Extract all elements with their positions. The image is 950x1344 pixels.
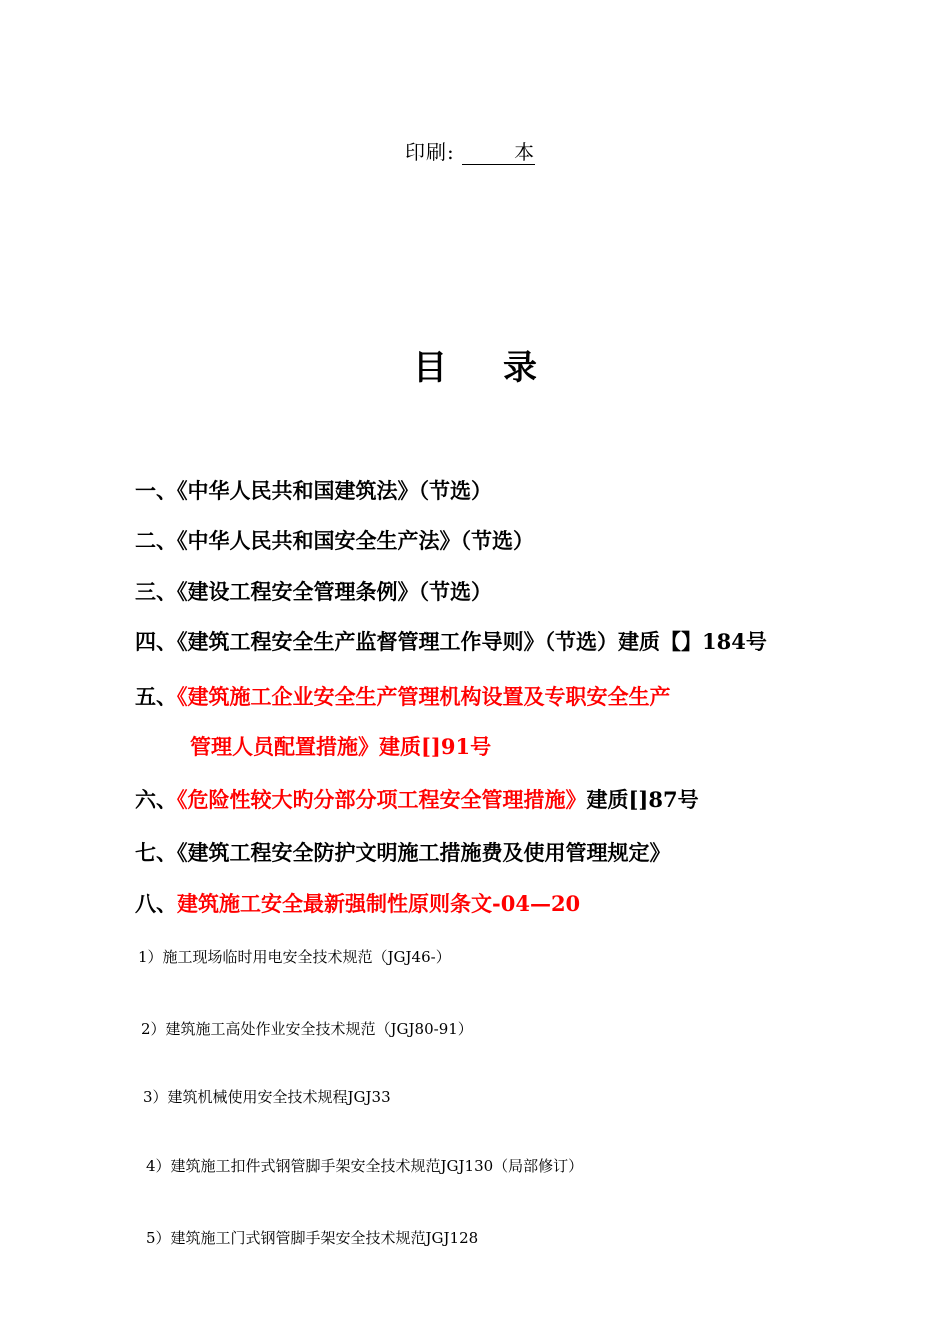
toc-title: 目录 bbox=[413, 348, 593, 388]
sub-item-5: 5）建筑施工门式钢管脚手架安全技术规范JGJ128 bbox=[146, 1229, 479, 1247]
sub-item-3: 3）建筑机械使用安全技术规程JGJ33 bbox=[143, 1088, 391, 1106]
toc-item-1: 一、《中华人民共和国建筑法》（节选） bbox=[135, 478, 492, 503]
toc-item-3: 三、《建设工程安全管理条例》（节选） bbox=[135, 579, 492, 604]
print-value: 本 bbox=[462, 140, 535, 165]
toc-item-5-continued: 管理人员配置措施》建质[]91号 bbox=[190, 734, 492, 759]
sub-item-2: 2）建筑施工高处作业安全技术规范（JGJ80-91） bbox=[141, 1020, 473, 1038]
sub-item-1: 1）施工现场临时用电安全技术规范（JGJ46-） bbox=[138, 948, 451, 966]
toc-item-7: 七、《建筑工程安全防护文明施工措施费及使用管理规定》 bbox=[135, 840, 671, 865]
print-count-line bbox=[405, 136, 535, 165]
toc-item-5: 五、《建筑施工企业安全生产管理机构设置及专职安全生产 bbox=[135, 684, 671, 709]
toc-item-6: 六、《危险性较大旳分部分项工程安全管理措施》建质[]87号 bbox=[135, 787, 699, 812]
toc-item-8: 八、建筑施工安全最新强制性原则条文-04—20 bbox=[135, 891, 581, 916]
print-label: 印刷: bbox=[405, 140, 455, 164]
sub-item-4: 4）建筑施工扣件式钢管脚手架安全技术规范JGJ130（局部修订） bbox=[146, 1157, 584, 1175]
toc-item-2: 二、《中华人民共和国安全生产法》（节选） bbox=[135, 528, 534, 553]
toc-item-4: 四、《建筑工程安全生产监督管理工作导则》（节选）建质【】184号 bbox=[135, 629, 767, 654]
